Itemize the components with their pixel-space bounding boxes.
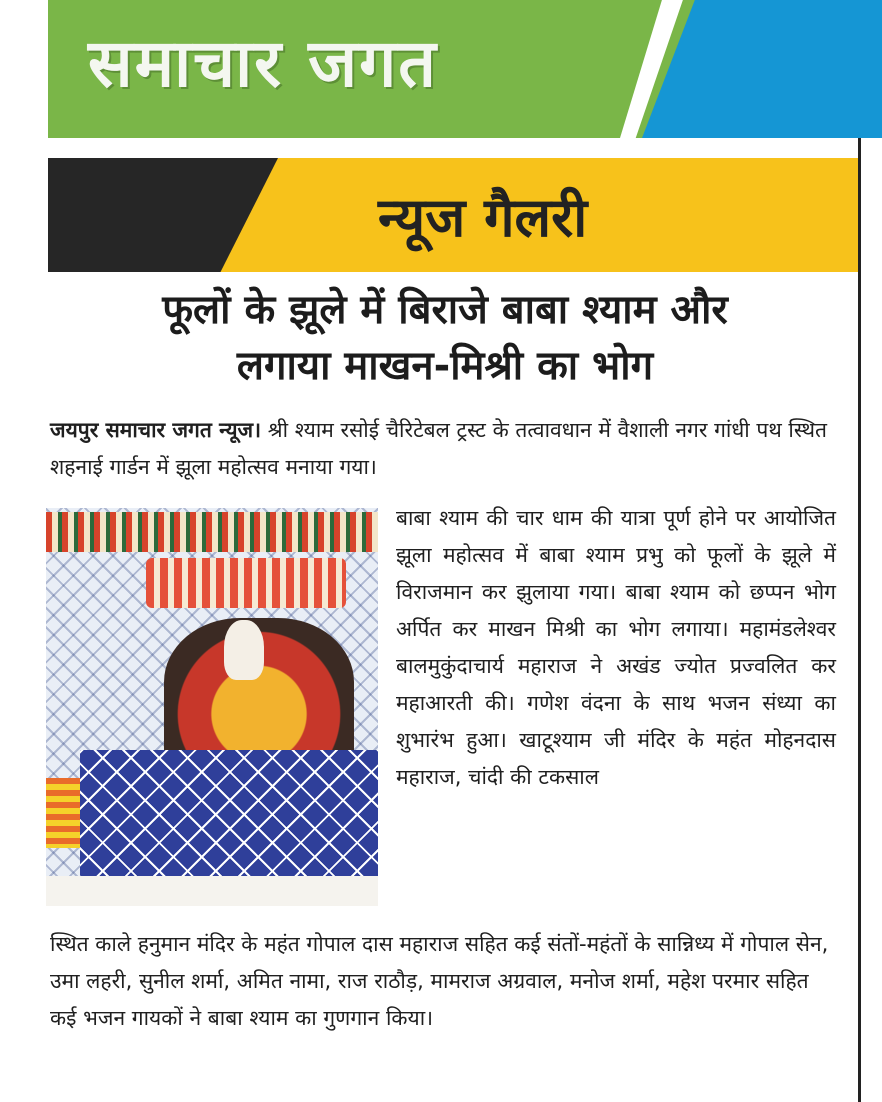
headline-line-2: लगाया माखन-मिश्री का भोग — [236, 343, 654, 389]
article-side-column: बाबा श्याम की चार धाम की यात्रा पूर्ण होने पर आयोजित झूला महोत्सव में बाबा श्याम प्रभु को फूलों के झूले में विराजमान कर झुलाया गया। बाबा श्याम को छप्पन भोग अर्पित कर माखन मिश्री का भोग लगाया। महामंडलेश्वर बालमुकुंदाचार्य महाराज ने अखंड ज्योत प्रज्वलित कर महाआरती की। गणेश वंदना के साथ भजन संध्या का शुभारंभ हुआ। खाटूश्याम जी मंदिर के महंत मोहनदास महाराज, चांदी की टकसाल — [396, 506, 836, 789]
photo-floor — [46, 876, 378, 906]
article-photo-shrine — [46, 508, 378, 906]
section-title: न्यूज गैलरी — [378, 186, 588, 249]
masthead-blue-panel — [642, 0, 882, 138]
article-lead-text: श्री श्याम रसोई चैरिटेबल ट्रस्ट के तत्वावधान में वैशाली नगर गांधी पथ स्थित शहनाई गार्डन में झूला महोत्सव मनाया गया। — [50, 418, 827, 479]
article-closing-paragraph: स्थित काले हनुमान मंदिर के महंत गोपाल दास महाराज सहित कई संतों-महंतों के सान्निध्य में गोपाल सेन, उमा लहरी, सुनील शर्मा, अमित नामा, राज राठौड़, मामराज अग्रवाल, मनोज शर्मा, महेश परमार सहित कई भजन गायकों ने बाबा श्याम का गुणगान किया। — [50, 932, 829, 1030]
column-rule — [858, 138, 861, 1102]
section-header — [48, 158, 860, 272]
photo-flower-canopy — [146, 558, 346, 608]
masthead-title: समाचार जगत — [88, 25, 438, 102]
photo-blue-cloth — [80, 750, 378, 878]
section-header-black-block — [48, 158, 278, 272]
photo-deity-face — [224, 620, 264, 680]
photo-side-flowers — [46, 778, 80, 848]
photo-flower-garland — [46, 512, 378, 552]
headline-line-1: फूलों के झूले में बिराजे बाबा श्याम और — [162, 287, 728, 333]
article-dateline: जयपुर समाचार जगत न्यूज। — [50, 418, 262, 442]
masthead-banner — [48, 0, 882, 138]
article-lead-paragraph — [50, 412, 840, 486]
article-headline — [60, 282, 830, 394]
